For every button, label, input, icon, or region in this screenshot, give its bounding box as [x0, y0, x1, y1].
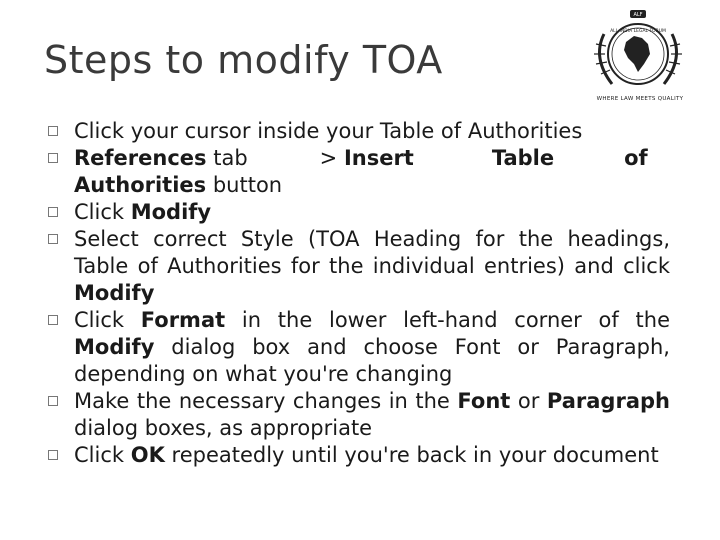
bullet-box-icon: [48, 207, 58, 217]
bullet-box-icon: [48, 234, 58, 244]
list-item: Make the necessary changes in the Font or Paragraph dialog boxes, as appropriate: [48, 388, 670, 442]
logo-badge: ALF: [633, 12, 643, 18]
list-item: Click Modify: [48, 199, 670, 226]
logo-ring-text: ALL INDIA LEGAL FORUM: [610, 29, 666, 34]
legal-forum-logo: [576, 4, 700, 108]
bullet-box-icon: [48, 126, 58, 136]
list-item: References tab > Insert Table of Authorities button: [48, 145, 670, 199]
bullet-box-icon: [48, 450, 58, 460]
list-item: Select correct Style (TOA Heading for the headings, Table of Authorities for the individual entries) and click Modify: [48, 226, 670, 307]
list-item: Click your cursor inside your Table of Authorities: [48, 118, 670, 145]
bullet-box-icon: [48, 315, 58, 325]
list-item: Click Format in the lower left-hand corner of the Modify dialog box and choose Font or Paragraph, depending on what you're changing: [48, 307, 670, 388]
bullet-box-icon: [48, 153, 58, 163]
slide-title: Steps to modify TOA: [44, 38, 443, 82]
logo-tagline: WHERE LAW MEETS QUALITY: [596, 96, 684, 102]
bullet-box-icon: [48, 396, 58, 406]
bullet-list: [48, 118, 670, 469]
list-item: Click OK repeatedly until you're back in your document: [48, 442, 670, 469]
